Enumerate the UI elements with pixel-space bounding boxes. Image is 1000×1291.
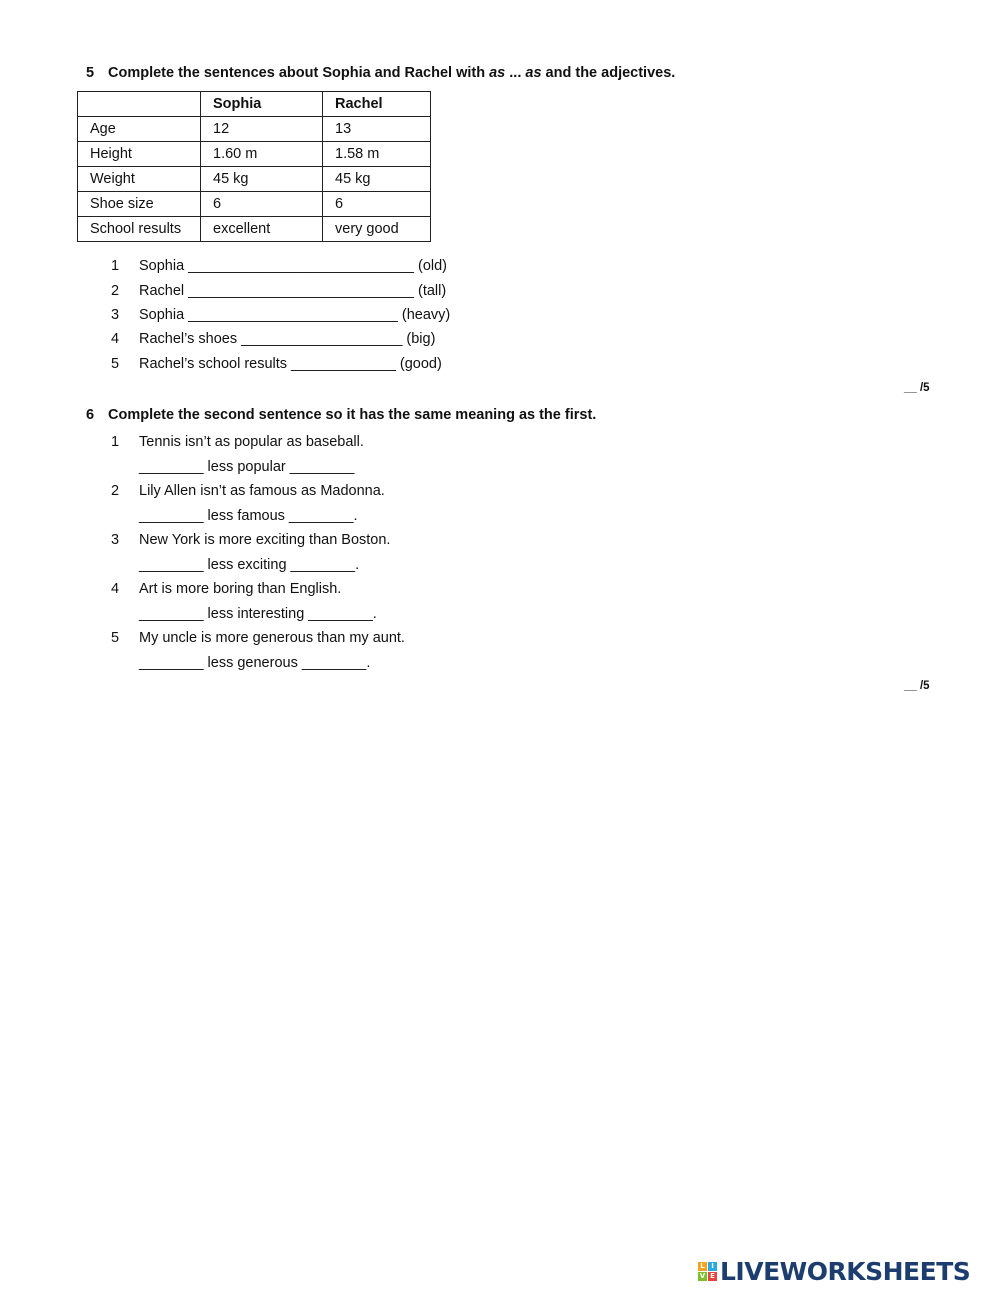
table-row xyxy=(78,217,431,242)
item-number: 2 xyxy=(111,483,120,499)
exercise-5-item[interactable] xyxy=(111,283,446,299)
table-header-cell xyxy=(78,92,201,117)
exercise-5-heading xyxy=(86,65,675,81)
exercise-6-number: 6 xyxy=(86,407,95,423)
item-text: My uncle is more generous than my aunt. xyxy=(139,630,405,646)
exercise-6-heading xyxy=(86,407,596,423)
table-cell: Height xyxy=(78,142,201,167)
item-text: Tennis isn’t as popular as baseball. xyxy=(139,434,364,450)
item-text: Art is more boring than English. xyxy=(139,581,342,597)
exercise-5-score: __ /5 xyxy=(904,382,930,394)
table-cell: 6 xyxy=(323,192,431,217)
item-text: New York is more exciting than Boston. xyxy=(139,532,391,548)
item-number: 5 xyxy=(111,630,120,646)
item-text: Sophia ____________________________ (old) xyxy=(139,258,448,274)
exercise-6-item xyxy=(111,532,390,548)
exercise-6-answer-line[interactable]: ________ less exciting ________. xyxy=(139,557,360,573)
exercise-6-item xyxy=(111,630,405,646)
logo-letter: V xyxy=(699,1271,706,1280)
exercise-5-number: 5 xyxy=(86,65,95,81)
table-cell: very good xyxy=(323,217,431,242)
table-cell: excellent xyxy=(201,217,323,242)
exercise-5-instruction-mid: ... xyxy=(505,65,526,81)
item-text: Sophia __________________________ (heavy) xyxy=(139,307,451,323)
liveworksheets-logo[interactable] xyxy=(698,1256,970,1286)
exercise-5-item[interactable] xyxy=(111,356,442,372)
table-cell: 45 kg xyxy=(201,167,323,192)
exercise-6-score: __ /5 xyxy=(904,680,930,692)
exercise-5-instruction-part2: and the adjectives. xyxy=(541,65,676,81)
table-row xyxy=(78,192,431,217)
item-number: 4 xyxy=(111,331,120,347)
table-cell: 45 kg xyxy=(323,167,431,192)
table-cell: 1.58 m xyxy=(323,142,431,167)
item-number: 3 xyxy=(111,307,120,323)
table-cell: Shoe size xyxy=(78,192,201,217)
table-cell: School results xyxy=(78,217,201,242)
exercise-6-item xyxy=(111,581,341,597)
table-cell: 12 xyxy=(201,117,323,142)
table-cell: Age xyxy=(78,117,201,142)
item-number: 3 xyxy=(111,532,120,548)
exercise-6-item xyxy=(111,483,385,499)
table-row xyxy=(78,167,431,192)
exercise-5-instruction-em1: as xyxy=(489,65,506,81)
logo-mark-icon xyxy=(698,1262,717,1281)
item-text: Rachel’s shoes ____________________ (big) xyxy=(139,331,436,347)
exercise-5-instruction-part1: Complete the sentences about Sophia and Rachel with xyxy=(108,65,490,81)
item-number: 4 xyxy=(111,581,120,597)
exercise-6-answer-line[interactable]: ________ less interesting ________. xyxy=(139,606,377,622)
table-row xyxy=(78,142,431,167)
logo-letter: E xyxy=(708,1272,717,1281)
item-number: 2 xyxy=(111,283,120,299)
item-number: 1 xyxy=(111,258,120,274)
exercise-6-item xyxy=(111,434,364,450)
comparison-table xyxy=(77,91,431,242)
exercise-5-item[interactable] xyxy=(111,331,435,347)
item-text: Rachel’s school results _____________ (good) xyxy=(139,356,442,372)
item-number: 5 xyxy=(111,356,120,372)
logo-letter: I xyxy=(708,1262,717,1271)
exercise-6-answer-line[interactable]: ________ less generous ________. xyxy=(139,655,371,671)
exercise-5-item[interactable] xyxy=(111,307,450,323)
exercise-6-answer-line[interactable]: ________ less famous ________. xyxy=(139,508,358,524)
table-cell: 6 xyxy=(201,192,323,217)
table-header-cell: Rachel xyxy=(323,92,431,117)
table-row xyxy=(78,117,431,142)
exercise-6-answer-line[interactable]: ________ less popular ________ xyxy=(139,459,355,475)
table-header-cell: Sophia xyxy=(201,92,323,117)
table-cell: Weight xyxy=(78,167,201,192)
table-cell: 1.60 m xyxy=(201,142,323,167)
exercise-5-item[interactable] xyxy=(111,258,447,274)
exercise-6-instruction: Complete the second sentence so it has the same meaning as the first. xyxy=(108,407,597,423)
logo-text: LIVEWORKSHEETS xyxy=(720,1256,971,1286)
exercise-5-instruction-em2: as xyxy=(525,65,542,81)
item-text: Rachel ____________________________ (tall) xyxy=(139,283,447,299)
logo-letter: L xyxy=(698,1262,707,1271)
item-text: Lily Allen isn’t as famous as Madonna. xyxy=(139,483,385,499)
table-cell: 13 xyxy=(323,117,431,142)
item-number: 1 xyxy=(111,434,120,450)
table-header-row xyxy=(78,92,431,117)
